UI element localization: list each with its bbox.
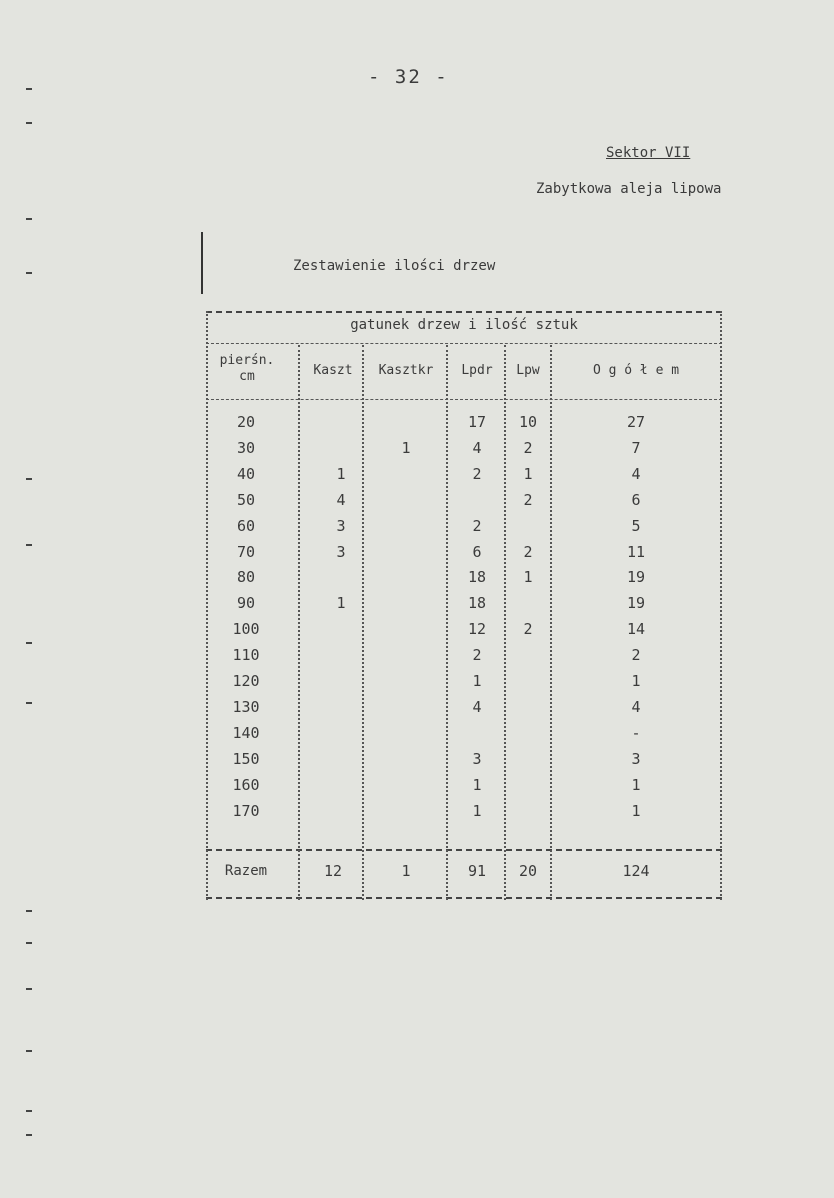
totals-lpdr-cell: 91 bbox=[467, 862, 487, 880]
header-kaszt: Kaszt bbox=[313, 363, 353, 378]
row-30-kasztkr-cell: 1 bbox=[401, 438, 411, 457]
row-100-diam-cell: 100 bbox=[232, 620, 260, 639]
row-140-kasztkr-cell bbox=[364, 720, 448, 746]
row-120-lpw-cell bbox=[506, 668, 550, 694]
margin-tick bbox=[26, 478, 32, 480]
table-column-rule-1 bbox=[720, 311, 722, 900]
row-70-kasztkr-cell bbox=[364, 539, 448, 565]
row-140-diam-cell: 140 bbox=[232, 723, 260, 742]
row-150-lpw-cell bbox=[506, 746, 550, 772]
margin-tick bbox=[26, 218, 32, 220]
row-110-total-cell: 2 bbox=[631, 646, 641, 665]
row-100-total-cell: 14 bbox=[626, 620, 646, 639]
table-column-rule-2 bbox=[298, 345, 300, 900]
row-50-diam-cell: 50 bbox=[236, 490, 256, 509]
row-170-diam-cell: 170 bbox=[232, 801, 260, 820]
totals-label-cell: Razem bbox=[224, 863, 268, 879]
margin-tick bbox=[26, 642, 32, 644]
table-rule-3 bbox=[206, 849, 722, 851]
margin-tick bbox=[26, 942, 32, 944]
row-70-lpw-cell: 2 bbox=[523, 542, 533, 561]
totals-lpw-cell: 20 bbox=[518, 862, 538, 880]
row-160-lpw-cell bbox=[506, 772, 550, 798]
row-140-lpw-cell bbox=[506, 720, 550, 746]
row-140-total-cell: - bbox=[631, 723, 641, 742]
margin-tick bbox=[26, 272, 32, 274]
header-total: O g ó ł e m bbox=[592, 363, 680, 378]
margin-tick bbox=[26, 1134, 32, 1136]
row-40-kaszt-cell: 1 bbox=[336, 464, 346, 483]
row-160-lpdr-cell: 1 bbox=[472, 775, 482, 794]
row-70-diam-cell: 70 bbox=[236, 542, 256, 561]
row-30-lpw-cell: 2 bbox=[523, 438, 533, 457]
row-60-kaszt-cell: 3 bbox=[336, 516, 346, 535]
margin-tick bbox=[26, 88, 32, 90]
row-130-lpw-cell bbox=[506, 694, 550, 720]
row-170-lpdr-cell: 1 bbox=[472, 801, 482, 820]
header-diameter-line1: pierśn. bbox=[219, 353, 275, 368]
row-170-total-cell: 1 bbox=[631, 801, 641, 820]
row-150-lpdr-cell: 3 bbox=[472, 749, 482, 768]
row-60-diam-cell: 60 bbox=[236, 516, 256, 535]
row-80-diam-cell: 80 bbox=[236, 568, 256, 587]
row-30-total-cell: 7 bbox=[631, 438, 641, 457]
table-rule-4 bbox=[206, 897, 722, 899]
row-40-lpdr-cell: 2 bbox=[472, 464, 482, 483]
table-rule-1 bbox=[206, 343, 722, 344]
header-diameter bbox=[212, 353, 282, 385]
row-130-total-cell: 4 bbox=[631, 697, 641, 716]
group-header: gatunek drzew i ilość sztuk bbox=[350, 317, 578, 333]
table-rule-2 bbox=[206, 399, 722, 400]
row-30-lpdr-cell: 4 bbox=[472, 438, 482, 457]
row-100-lpw-cell: 2 bbox=[523, 620, 533, 639]
row-120-total-cell: 1 bbox=[631, 672, 641, 690]
row-170-kasztkr-cell bbox=[364, 798, 448, 824]
row-130-kasztkr-cell bbox=[364, 694, 448, 720]
table-title: Zestawienie ilości drzew bbox=[293, 258, 496, 274]
margin-tick bbox=[26, 910, 32, 912]
table-column-rule-4 bbox=[446, 345, 448, 900]
table-column-rule-3 bbox=[362, 345, 364, 900]
row-110-lpdr-cell: 2 bbox=[472, 646, 482, 665]
row-20-kasztkr-cell bbox=[364, 409, 448, 435]
row-30-diam-cell: 30 bbox=[236, 438, 256, 457]
sector-title: Sektor VII bbox=[606, 145, 691, 161]
row-90-total-cell: 19 bbox=[626, 594, 646, 613]
row-130-lpdr-cell: 4 bbox=[472, 697, 482, 716]
row-130-diam-cell: 130 bbox=[232, 697, 260, 716]
row-70-kaszt-cell: 3 bbox=[336, 542, 346, 561]
row-60-kasztkr-cell bbox=[364, 513, 448, 539]
row-100-lpdr-cell: 12 bbox=[467, 620, 487, 639]
row-170-lpw-cell bbox=[506, 798, 550, 824]
row-40-kasztkr-cell bbox=[364, 461, 448, 487]
row-80-total-cell: 19 bbox=[626, 568, 646, 587]
row-70-lpdr-cell: 6 bbox=[472, 542, 482, 561]
row-160-kasztkr-cell bbox=[364, 772, 448, 798]
tree-count-table bbox=[206, 311, 722, 900]
row-20-total-cell: 27 bbox=[626, 413, 646, 431]
row-80-lpw-cell: 1 bbox=[523, 568, 533, 587]
row-90-kasztkr-cell bbox=[364, 590, 448, 616]
row-90-diam-cell: 90 bbox=[236, 594, 256, 613]
row-90-kaszt-cell: 1 bbox=[336, 594, 346, 613]
page-number: - 32 - bbox=[368, 66, 449, 88]
header-diameter-line2: cm bbox=[239, 369, 255, 384]
row-80-kasztkr-cell bbox=[364, 564, 448, 590]
row-20-diam-cell: 20 bbox=[236, 413, 256, 431]
row-110-kasztkr-cell bbox=[364, 642, 448, 668]
row-60-total-cell: 5 bbox=[631, 516, 641, 535]
totals-kasztkr-cell: 1 bbox=[401, 862, 411, 880]
margin-tick bbox=[26, 544, 32, 546]
row-110-lpw-cell bbox=[506, 642, 550, 668]
margin-tick bbox=[26, 702, 32, 704]
row-120-kasztkr-cell bbox=[364, 668, 448, 694]
row-160-diam-cell: 160 bbox=[232, 775, 260, 794]
margin-mark bbox=[201, 232, 203, 294]
row-40-diam-cell: 40 bbox=[236, 464, 256, 483]
row-50-kasztkr-cell bbox=[364, 487, 448, 513]
table-column-rule-5 bbox=[504, 345, 506, 900]
table-column-rule-0 bbox=[206, 311, 208, 900]
row-90-lpdr-cell: 18 bbox=[467, 594, 487, 613]
table-rule-0 bbox=[206, 311, 722, 313]
row-50-total-cell: 6 bbox=[631, 490, 641, 509]
margin-tick bbox=[26, 1050, 32, 1052]
totals-kaszt-cell: 12 bbox=[323, 862, 343, 880]
sector-subtitle: Zabytkowa aleja lipowa bbox=[536, 181, 722, 197]
header-kasztkr: Kasztkr bbox=[378, 363, 434, 378]
row-110-diam-cell: 110 bbox=[232, 646, 260, 665]
row-40-lpw-cell: 1 bbox=[523, 464, 533, 483]
row-160-total-cell: 1 bbox=[631, 775, 641, 794]
margin-tick bbox=[26, 1110, 32, 1112]
row-70-total-cell: 11 bbox=[626, 542, 646, 561]
row-20-lpdr-cell: 17 bbox=[467, 413, 487, 431]
row-60-lpdr-cell: 2 bbox=[472, 516, 482, 535]
margin-tick bbox=[26, 988, 32, 990]
header-lpdr: Lpdr bbox=[461, 363, 493, 378]
row-150-kasztkr-cell bbox=[364, 746, 448, 772]
row-50-lpdr-cell bbox=[448, 487, 506, 513]
row-40-total-cell: 4 bbox=[631, 464, 641, 483]
row-150-total-cell: 3 bbox=[631, 749, 641, 768]
row-90-lpw-cell bbox=[506, 590, 550, 616]
header-lpw: Lpw bbox=[516, 363, 540, 378]
row-120-lpdr-cell: 1 bbox=[472, 672, 482, 690]
margin-tick bbox=[26, 122, 32, 124]
row-140-lpdr-cell bbox=[448, 720, 506, 746]
row-50-lpw-cell: 2 bbox=[523, 490, 533, 509]
row-50-kaszt-cell: 4 bbox=[336, 490, 346, 509]
row-80-lpdr-cell: 18 bbox=[467, 568, 487, 587]
row-100-kasztkr-cell bbox=[364, 616, 448, 642]
row-120-diam-cell: 120 bbox=[232, 672, 260, 690]
table-column-rule-6 bbox=[550, 345, 552, 900]
row-20-lpw-cell: 10 bbox=[518, 413, 538, 431]
row-150-diam-cell: 150 bbox=[232, 749, 260, 768]
row-60-lpw-cell bbox=[506, 513, 550, 539]
totals-total-cell: 124 bbox=[622, 862, 650, 880]
